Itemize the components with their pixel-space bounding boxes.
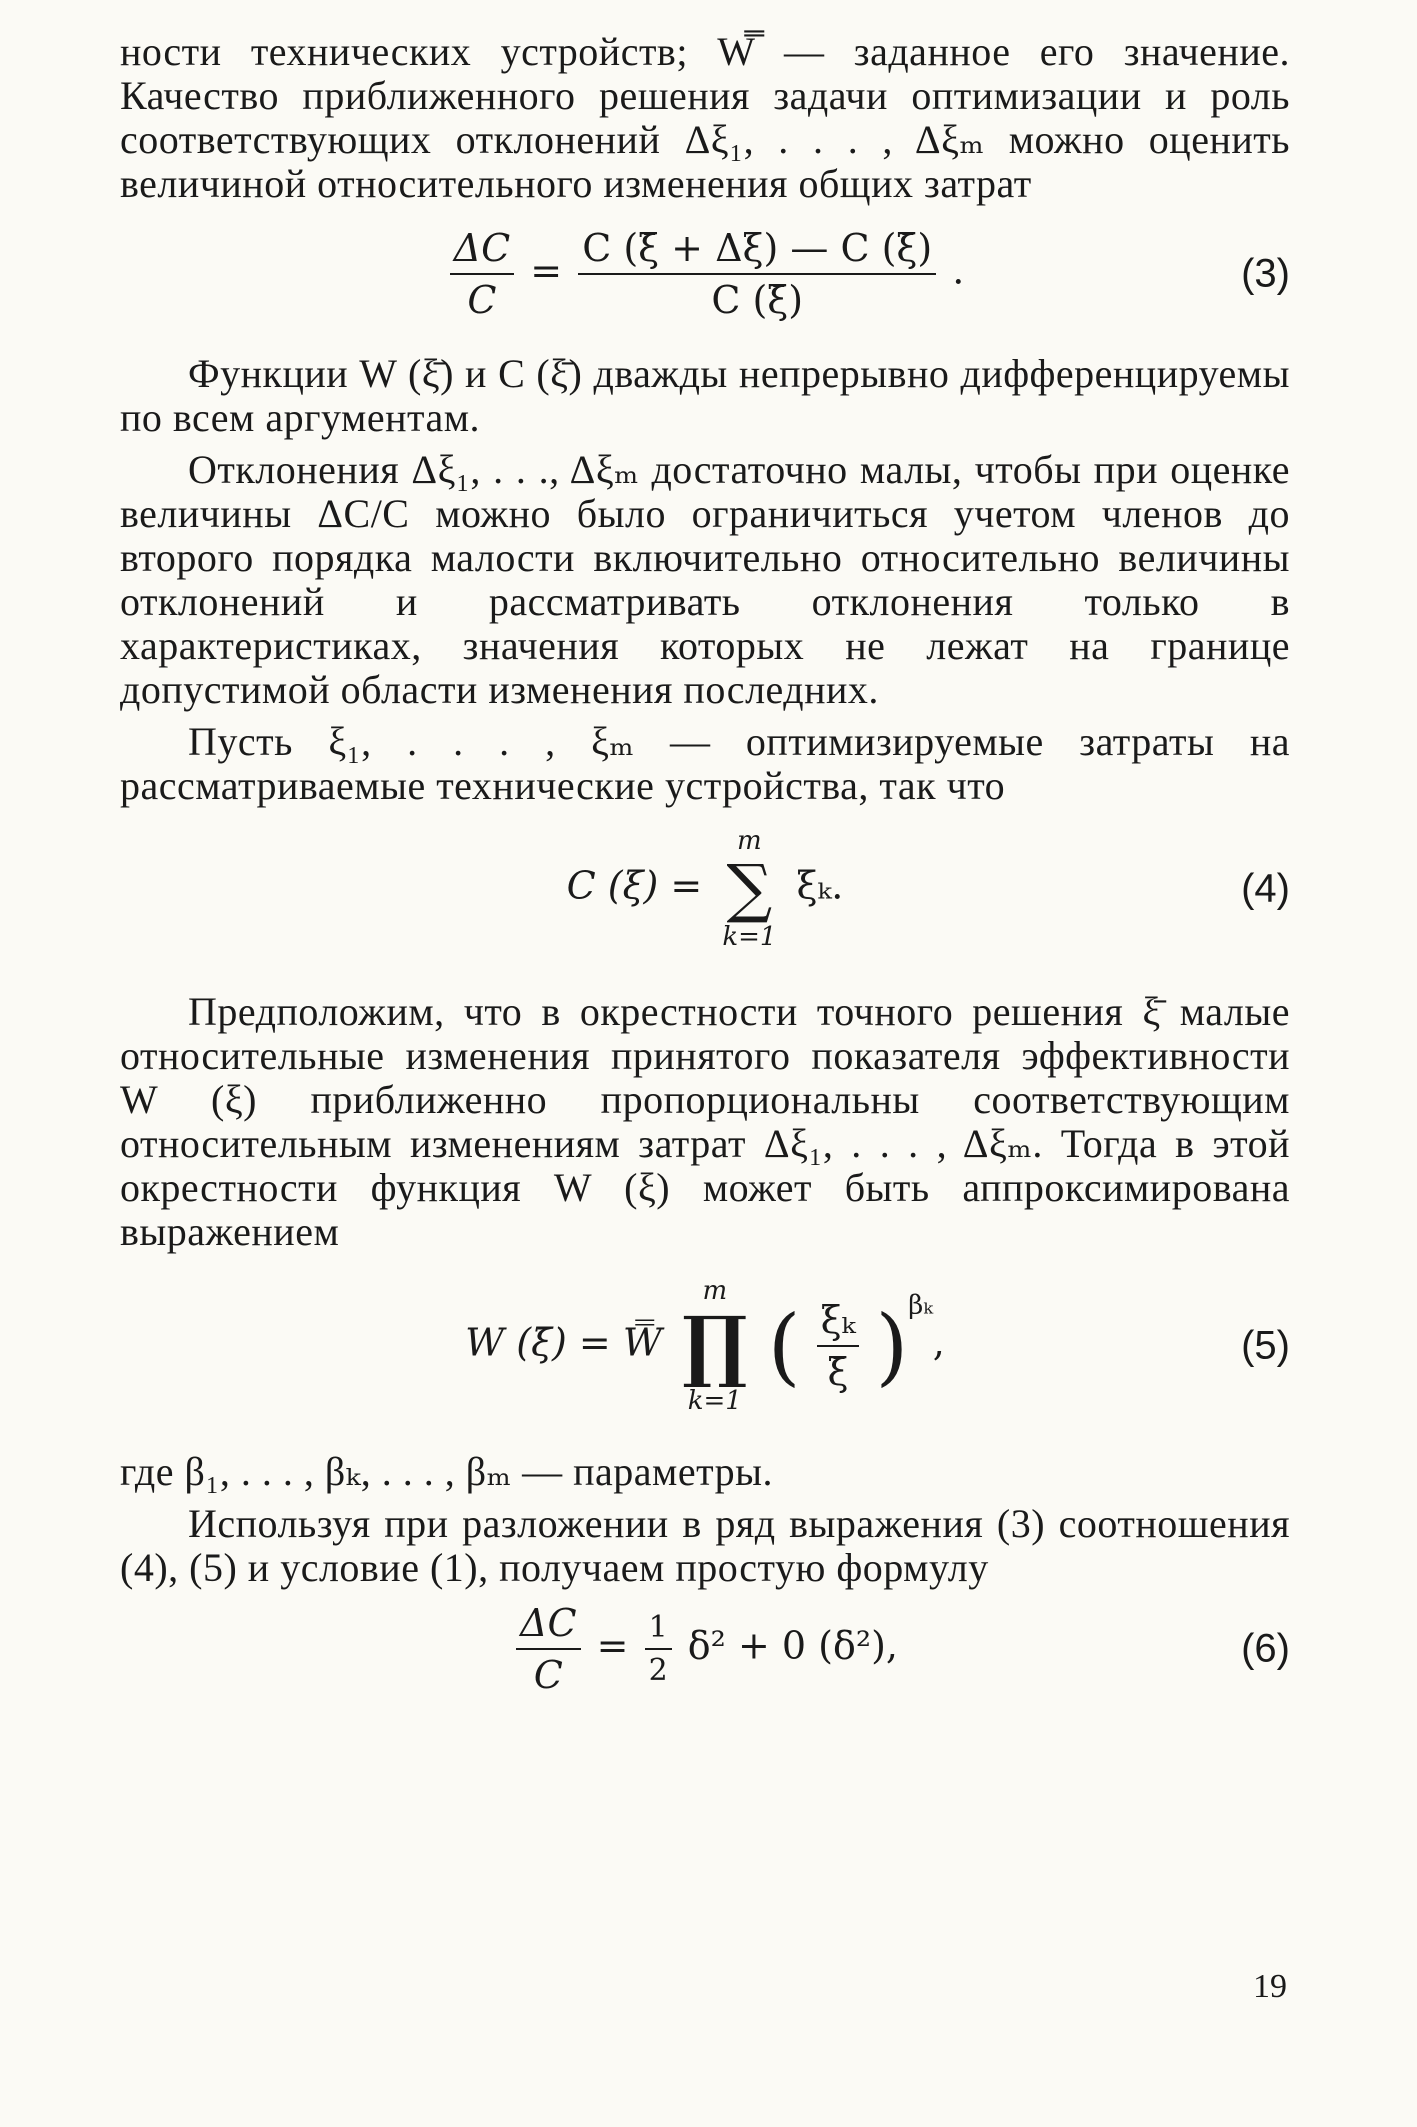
equation-number-4: (4) [1241, 866, 1290, 911]
eq3-lhs-numerator: ΔC [450, 226, 515, 275]
paragraph-2: Функции W (ξ̄) и C (ξ̄) дважды непрерывно дифференцируемы по всем аргументам. [120, 351, 1290, 440]
paragraph-4: Пусть ξ₁, . . . , ξₘ — оптимизируемые затраты на рассматриваемые технические устройства, так что [120, 719, 1290, 808]
product-symbol: m ∏ k=1 [681, 1276, 748, 1416]
eq6-lhs-numerator: ΔC [516, 1601, 581, 1650]
equation-6: $\frac{\Delta C}{C}$ = $\frac{1}{2}$ δ² + 0 (δ²), (6) [120, 1594, 1290, 1704]
equation-number-3: (3) [1241, 251, 1290, 296]
eq5-exponent: βₖ [908, 1290, 933, 1321]
eq6-tail: δ² + 0 (δ²), [687, 1623, 898, 1668]
equation-number-5: (5) [1241, 1323, 1290, 1368]
paragraph-6: где β₁, . . . , βₖ, . . . , βₘ — параметры. [120, 1449, 773, 1494]
paragraph-7: Используя при разложении в ряд выражения (3) соотношения (4), (5) и условие (1), получаем простую формулу [120, 1501, 1290, 1590]
page-body [120, 30, 1290, 1704]
eq5-frac-numerator: ξₖ [817, 1298, 860, 1347]
summation-symbol: m ∑ k=1 [722, 826, 777, 952]
paragraph-3: Отклонения Δξ₁, . . ., Δξₘ достаточно малы, чтобы при оценке величины ΔC/C можно было ограничиться учетом членов до второго порядка малости включительно относительно величины отклонений и рассматривать отклонения только в характеристиках, значения которых не лежат на границе допустимой области изменения последних. [120, 447, 1290, 712]
eq5-frac-denominator: ξ̄ [827, 1350, 849, 1394]
equation-5: W (ξ̄) = W̿ m ∏ k=1 ( $\frac{\text{ξₖ}}{\xī}$ )$^{\beta_k}$, (5) [465, 1276, 1290, 1416]
eq6-half-denominator: 2 [648, 1653, 668, 1688]
eq5-lhs: W (ξ̄) = W̿ [465, 1320, 674, 1365]
sum-upper-limit: m [737, 826, 762, 856]
equation-3: $\frac{\Delta C}{C}$ = $\frac{C (\xī + \Delta\xi) — C (\xī)}{C (\xī)}$ . (3) [120, 216, 1290, 332]
product-lower-limit: k=1 [687, 1386, 742, 1416]
paragraph-5: Предположим, что в окрестности точного решения ξ̄ малые относительные изменения принятого показателя эффективности W (ξ) приближенно пропорциональны соответствующим относительным изменениям затрат Δξ₁, . . . , Δξₘ. Тогда в этой окрестности функция W (ξ) может быть аппроксимирована выражением [120, 989, 1290, 1254]
eq4-lhs: C (ξ) = [566, 863, 715, 908]
eq6-lhs-denominator: C [533, 1653, 563, 1697]
product-upper-limit: m [702, 1276, 728, 1306]
eq3-rhs-denominator: C (ξ̄) [711, 278, 804, 322]
equation-4 [120, 814, 1290, 964]
equation-number-6: (6) [1241, 1626, 1290, 1671]
paragraph-1: ности технических устройств; W̿ — заданное его значение. Качество приближенного решения задачи оптимизации и роль соответствующих отклонений Δξ₁, . . . , Δξₘ можно оценить величиной относительного изменения общих затрат [120, 29, 1290, 206]
page-number: 19 [1253, 1968, 1287, 2005]
eq6-half-numerator: 1 [645, 1610, 672, 1650]
eq4-term: ξₖ. [796, 863, 844, 908]
eq3-lhs-denominator: C [467, 278, 497, 322]
eq3-rhs-numerator: C (ξ̄ + Δξ) — C (ξ̄) [578, 226, 936, 275]
sum-lower-limit: k=1 [722, 922, 777, 952]
